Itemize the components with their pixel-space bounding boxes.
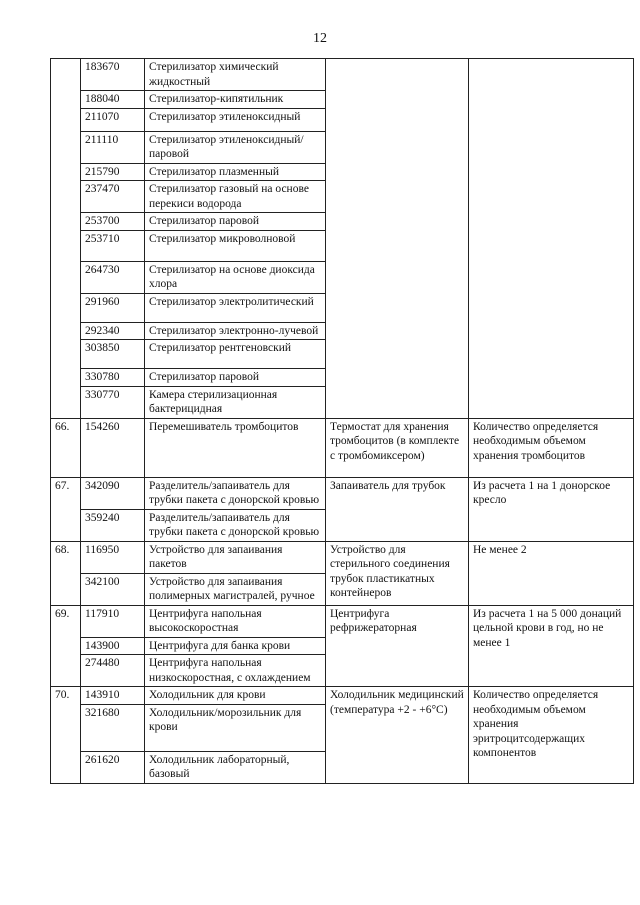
quantity-cell: Из расчета 1 на 5 000 донаций цельной крови в год, но не менее 1 bbox=[469, 605, 634, 687]
name-cell: Стерилизатор рентгеновский bbox=[145, 340, 326, 369]
code-cell: 253700 bbox=[81, 213, 145, 231]
name-cell: Стерилизатор этиленоксидный/паровой bbox=[145, 131, 326, 163]
equipment-cell: Термостат для хранения тромбоцитов (в комплекте с тромбомиксером) bbox=[326, 418, 469, 477]
code-cell: 291960 bbox=[81, 293, 145, 322]
code-cell: 211070 bbox=[81, 108, 145, 131]
name-cell: Стерилизатор этиленоксидный bbox=[145, 108, 326, 131]
quantity-cell bbox=[469, 59, 634, 419]
code-cell: 188040 bbox=[81, 91, 145, 109]
table-row bbox=[51, 59, 634, 91]
quantity-cell: Количество определяется необходимым объемом хранения эритроцитсодержащих компонентов bbox=[469, 687, 634, 784]
row-number: 68. bbox=[51, 541, 81, 605]
name-cell: Камера стерилизационная бактерицидная bbox=[145, 386, 326, 418]
name-cell: Разделитель/запаиватель для трубки пакета с донорской кровью bbox=[145, 477, 326, 509]
page-number: 12 bbox=[313, 31, 327, 46]
name-cell: Устройство для запаивания пакетов bbox=[145, 541, 326, 573]
row-number: 70. bbox=[51, 687, 81, 784]
code-cell: 183670 bbox=[81, 59, 145, 91]
code-cell: 342090 bbox=[81, 477, 145, 509]
code-cell: 330770 bbox=[81, 386, 145, 418]
name-cell: Стерилизатор электролитический bbox=[145, 293, 326, 322]
code-cell: 321680 bbox=[81, 704, 145, 751]
equipment-cell: Устройство для стерильного соединения трубок пластикатных контейнеров bbox=[326, 541, 469, 605]
code-cell: 117910 bbox=[81, 605, 145, 637]
name-cell: Перемешиватель тромбоцитов bbox=[145, 418, 326, 477]
equipment-table bbox=[50, 58, 634, 784]
code-cell: 237470 bbox=[81, 181, 145, 213]
table-row bbox=[51, 605, 634, 637]
name-cell: Холодильник для крови bbox=[145, 687, 326, 705]
name-cell: Стерилизатор химический жидкостный bbox=[145, 59, 326, 91]
name-cell: Стерилизатор микроволновой bbox=[145, 230, 326, 261]
code-cell: 264730 bbox=[81, 261, 145, 293]
code-cell: 215790 bbox=[81, 163, 145, 181]
name-cell: Центрифуга напольная высокоскоростная bbox=[145, 605, 326, 637]
table-row bbox=[51, 687, 634, 705]
code-cell: 154260 bbox=[81, 418, 145, 477]
code-cell: 261620 bbox=[81, 751, 145, 783]
quantity-cell: Не менее 2 bbox=[469, 541, 634, 605]
name-cell: Холодильник/морозильник для крови bbox=[145, 704, 326, 751]
equipment-cell: Запаиватель для трубок bbox=[326, 477, 469, 541]
name-cell: Центрифуга напольная низкоскоростная, с охлаждением bbox=[145, 655, 326, 687]
name-cell: Разделитель/запаиватель для трубки пакета с донорской кровью bbox=[145, 509, 326, 541]
name-cell: Устройство для запаивания полимерных магистралей, ручное bbox=[145, 573, 326, 605]
code-cell: 143910 bbox=[81, 687, 145, 705]
num-cell bbox=[51, 59, 81, 419]
quantity-cell: Количество определяется необходимым объемом хранения тромбоцитов bbox=[469, 418, 634, 477]
name-cell: Стерилизатор плазменный bbox=[145, 163, 326, 181]
name-cell: Стерилизатор газовый на основе перекиси водорода bbox=[145, 181, 326, 213]
equipment-cell: Холодильник медицинский (температура +2 - +6°С) bbox=[326, 687, 469, 784]
row-number: 69. bbox=[51, 605, 81, 687]
row-number: 66. bbox=[51, 418, 81, 477]
equipment-cell bbox=[326, 59, 469, 419]
equipment-cell: Центрифуга рефрижераторная bbox=[326, 605, 469, 687]
row-number: 67. bbox=[51, 477, 81, 541]
code-cell: 253710 bbox=[81, 230, 145, 261]
name-cell: Холодильник лабораторный, базовый bbox=[145, 751, 326, 783]
name-cell: Стерилизатор паровой bbox=[145, 369, 326, 387]
name-cell: Стерилизатор на основе диоксида хлора bbox=[145, 261, 326, 293]
code-cell: 292340 bbox=[81, 322, 145, 340]
code-cell: 330780 bbox=[81, 369, 145, 387]
code-cell: 359240 bbox=[81, 509, 145, 541]
table-row bbox=[51, 477, 634, 509]
quantity-cell: Из расчета 1 на 1 донорское кресло bbox=[469, 477, 634, 541]
code-cell: 143900 bbox=[81, 637, 145, 655]
code-cell: 274480 bbox=[81, 655, 145, 687]
table-row bbox=[51, 541, 634, 573]
code-cell: 211110 bbox=[81, 131, 145, 163]
name-cell: Стерилизатор электронно-лучевой bbox=[145, 322, 326, 340]
code-cell: 303850 bbox=[81, 340, 145, 369]
name-cell: Стерилизатор-кипятильник bbox=[145, 91, 326, 109]
name-cell: Центрифуга для банка крови bbox=[145, 637, 326, 655]
code-cell: 342100 bbox=[81, 573, 145, 605]
code-cell: 116950 bbox=[81, 541, 145, 573]
table-row bbox=[51, 418, 634, 477]
name-cell: Стерилизатор паровой bbox=[145, 213, 326, 231]
